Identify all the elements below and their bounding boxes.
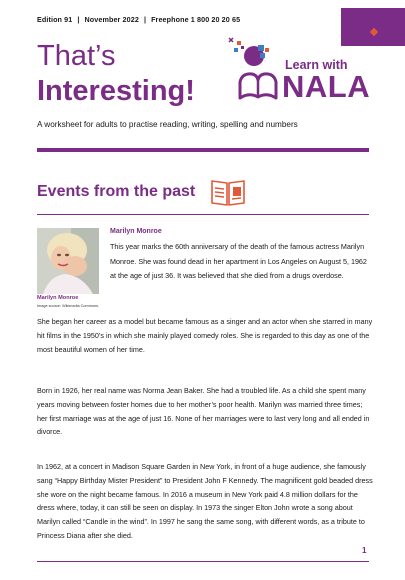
page-number: 1 [362, 546, 367, 555]
edition-label: Edition 91 [37, 15, 73, 24]
section-title: Events from the past [37, 183, 196, 200]
separator: | [77, 15, 80, 24]
page-title-line-1: That’s [37, 40, 116, 72]
issue-date: November 2022 [84, 15, 139, 24]
header-divider [37, 148, 369, 152]
section-underline [37, 214, 369, 215]
portrait-photo [37, 228, 99, 294]
worksheet-subtitle: A worksheet for adults to practise reading, writing, spelling and numbers [37, 120, 298, 129]
article-paragraph: Born in 1926, her real name was Norma Jean Baker. She had a troubled life. As a child she spent many years moving between foster homes due to her mother’s poor health. Marilyn was married three times; her first marriage was at the age of just 16. None of her marriages were to last very long and all ended in divorce. [37, 386, 370, 437]
article-paragraph: She began her career as a model but became famous as a singer and an actor when she starred in many hit films in the 1950’s in which she mainly played comedy roles. She is regarded to this day as one of the most beautiful women of her time. [37, 317, 373, 354]
logo-learn-with: Learn with [285, 58, 348, 72]
footer-divider [37, 561, 369, 562]
page-title-line-2: Interesting! [37, 75, 195, 107]
open-book-icon [209, 176, 247, 208]
logo-nala: NALA [282, 69, 371, 104]
article-lead-paragraph: This year marks the 60th anniversary of the death of the famous actress Marilyn Monroe. She was found dead in her apartment in Los Angeles on August 5, 1962 at the age of just 36. It was believed that she died from a drugs overdose. [110, 242, 367, 280]
article-heading: Marilyn Monroe [110, 228, 162, 235]
photo-caption: Marilyn Monroe [37, 295, 79, 301]
freephone-number: Freephone 1 800 20 20 65 [151, 15, 241, 24]
article-paragraph: In 1962, at a concert in Madison Square Garden in New York, in front of a huge audience, she famously sang “Happy Birthday Mister President” to President John F Kennedy. The magnificent gold beaded dress she wore on the night became famous. In 2016 a museum in New York paid 4.8 million dollars for the dress where, today, it can still be seen on display. In 1973 the singer Elton John wrote a song about Marilyn called “Candle in the wind”. In 1997 he sang the same song, with different words, as a tribute to Princess Diana after she died. [37, 462, 373, 540]
sparkle-icon [229, 38, 244, 52]
issue-info-bar [37, 15, 240, 24]
photo-source: Image source: Wikimedia Commons. [37, 304, 100, 308]
separator: | [143, 15, 147, 24]
